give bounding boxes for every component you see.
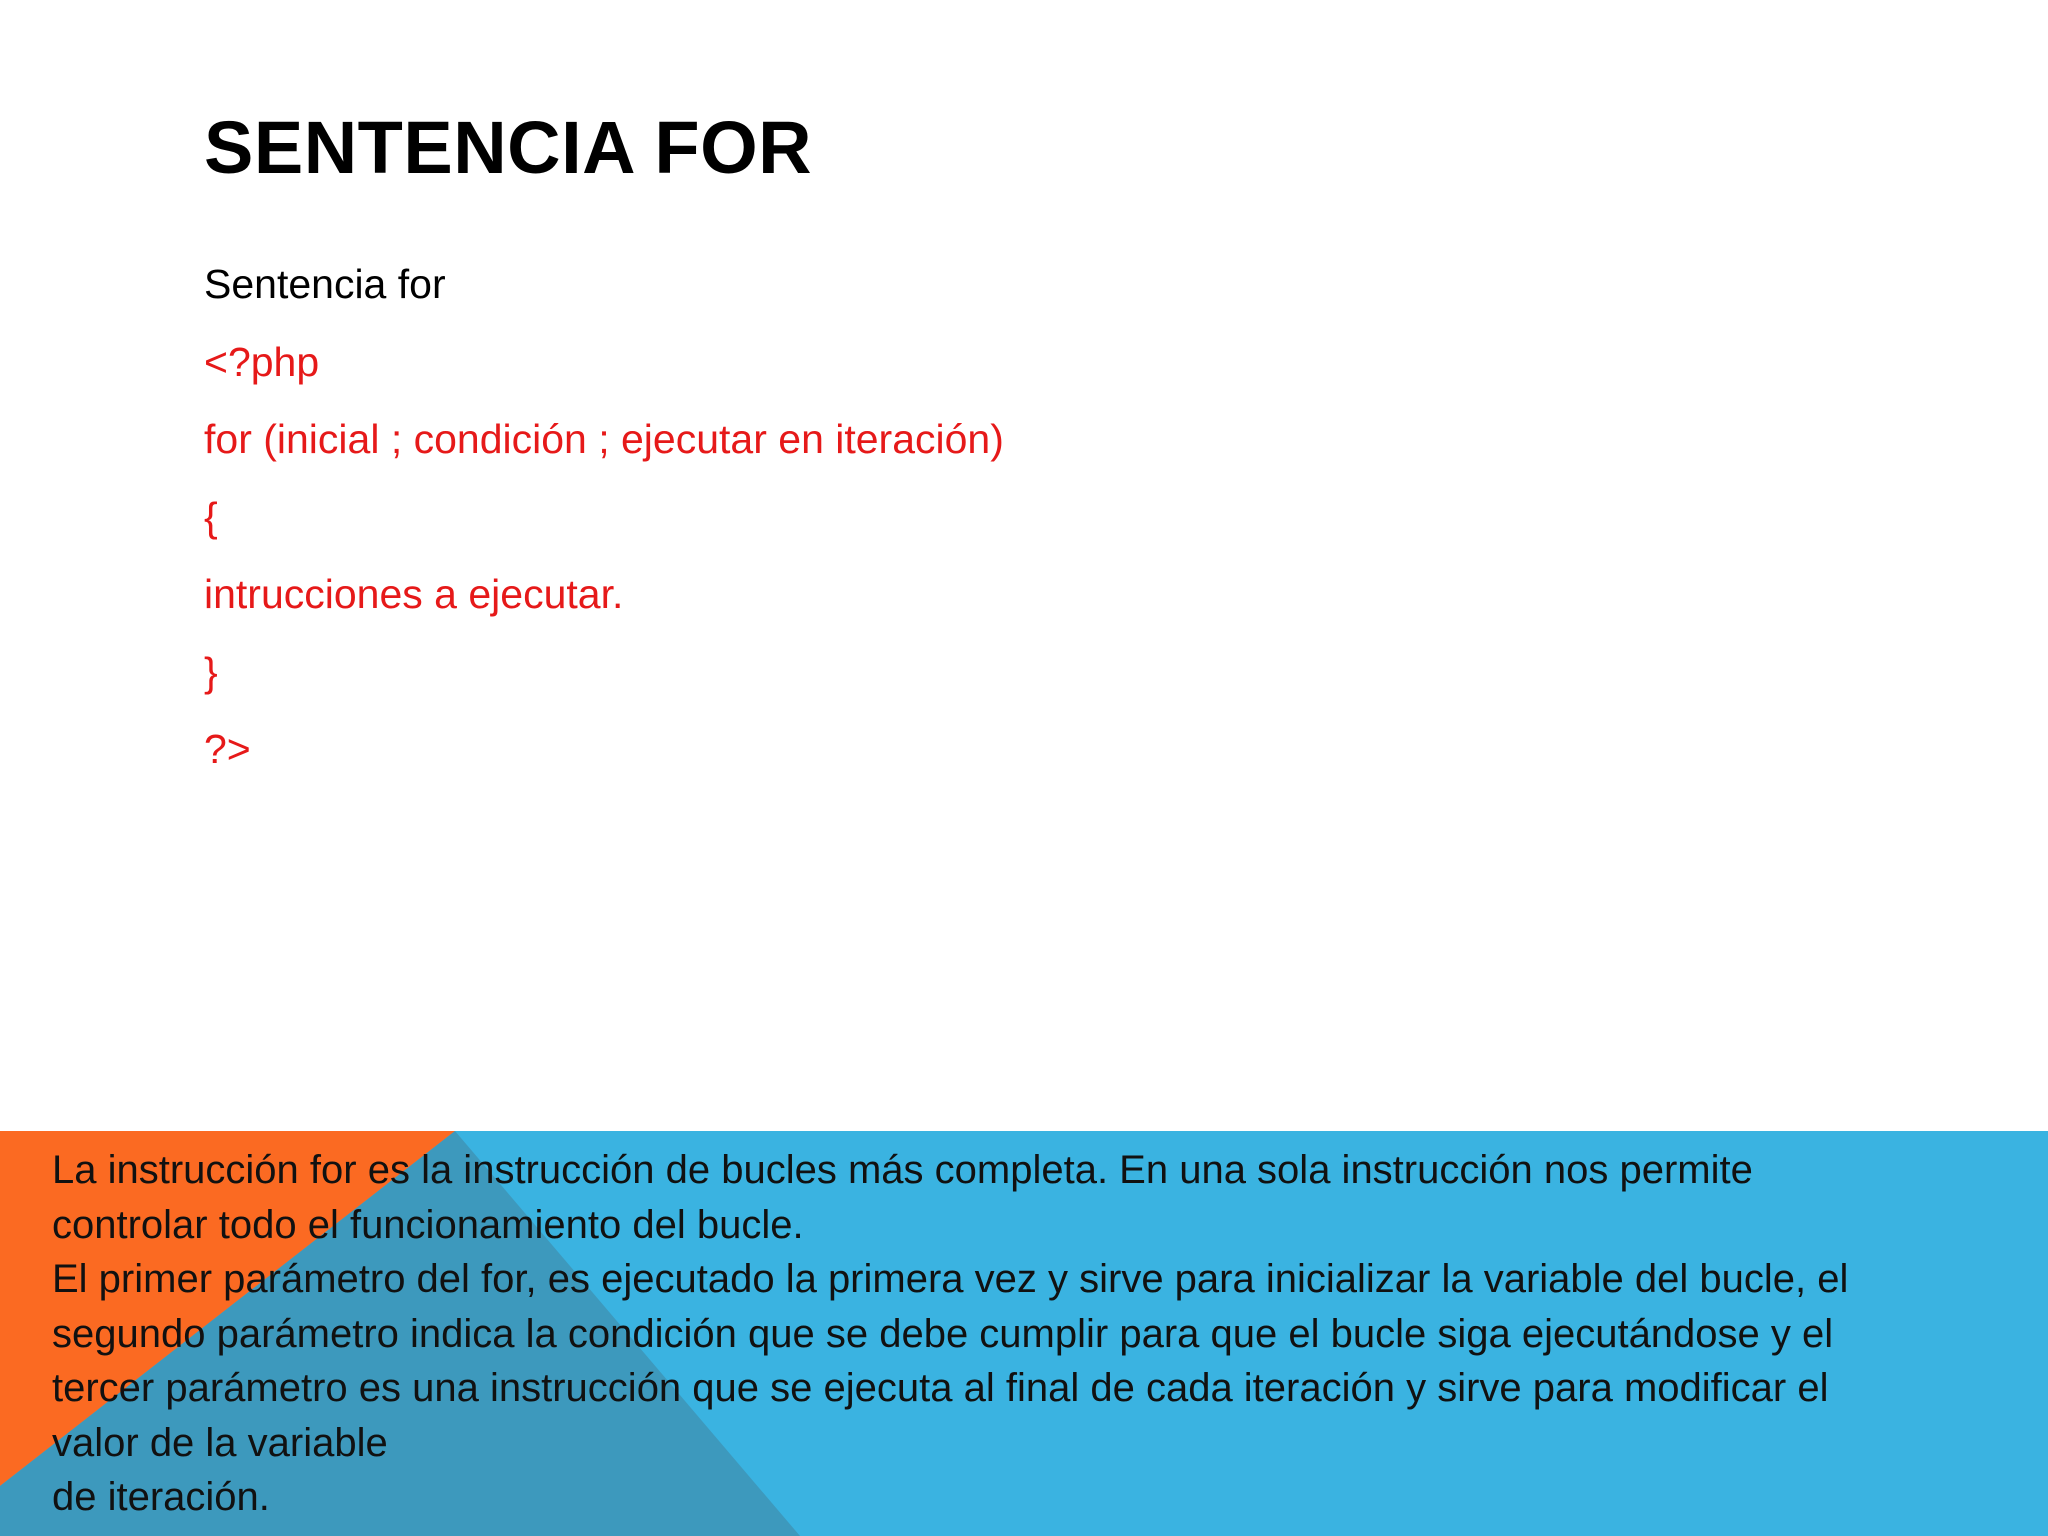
footer-line: segundo parámetro indica la condición que se debe cumplir para que el bucle siga ejecutándose y el xyxy=(52,1311,1834,1356)
code-line: for (inicial ; condición ; ejecutar en iteración) xyxy=(204,416,1004,462)
code-block xyxy=(204,246,1004,789)
code-line: intrucciones a ejecutar. xyxy=(204,571,624,617)
footer-description xyxy=(52,1143,2012,1525)
footer-line: El primer parámetro del for, es ejecutado la primera vez y sirve para inicializar la variable del bucle, el xyxy=(52,1257,1849,1301)
code-line: ?> xyxy=(204,726,251,772)
footer-line: controlar todo el funcionamiento del bucle. xyxy=(52,1202,804,1247)
code-line: { xyxy=(204,493,218,540)
code-line: } xyxy=(204,648,218,695)
code-line: <?php xyxy=(204,338,320,385)
footer-line: valor de la variable xyxy=(52,1420,388,1465)
footer-line: de iteración. xyxy=(52,1475,270,1519)
intro-line: Sentencia for xyxy=(204,261,446,307)
footer-line: tercer parámetro es una instrucción que se ejecuta al final de cada iteración y sirve para modificar el xyxy=(52,1366,1829,1410)
slide-title: SENTENCIA FOR xyxy=(204,106,813,189)
footer-line: La instrucción for es la instrucción de bucles más completa. En una sola instrucción nos permite xyxy=(52,1148,1753,1192)
